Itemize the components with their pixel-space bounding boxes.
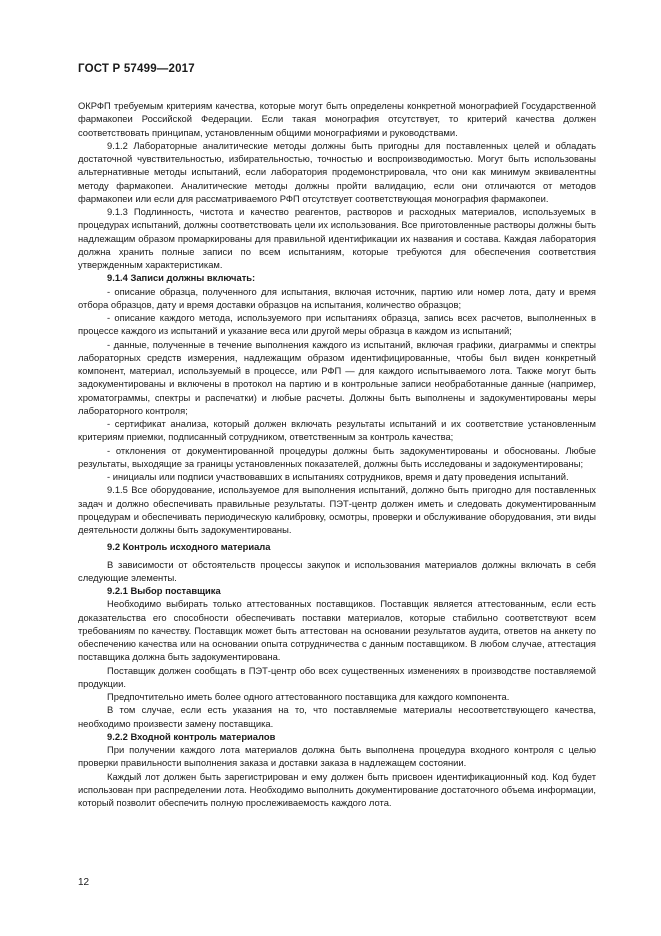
list-item: - описание каждого метода, используемого при испытаниях образца, запись всех расчетов, выполненных в процессе каждого из испытаний и указание веса или другой меры образца в каждом из испытаний; (78, 312, 596, 337)
paragraph: В том случае, если есть указания на то, что поставляемые материалы несоответствующего качества, необходимо произвести замену поставщика. (78, 704, 596, 729)
subsection-heading: 9.2.2 Входной контроль материалов (107, 730, 276, 742)
paragraph: Каждый лот должен быть зарегистрирован и ему должен быть присвоен идентификационный код. Код будет использован при распределении лота. Необходимо выполнить документирование достаточного объема информации, который позволит обеспечить полную прослеживаемость каждого лота. (78, 770, 596, 808)
paragraph: ОКРФП требуемым критериям качества, которые могут быть определены конкретной монографией Государственной фармакопеи Российской Федерации. Если такая монография отсутствует, то критерий качества должен соответствовать принципам, установленным общими монографиями и руководствами. (78, 100, 596, 138)
document-body (78, 99, 596, 809)
paragraph: Предпочтительно иметь более одного аттестованного поставщика для каждого компонента. (107, 691, 510, 702)
section-heading: 9.2 Контроль исходного материала (107, 541, 271, 553)
list-item: - отклонения от документированной процедуры должны быть задокументированы и обоснованы. Любые результаты, выходящие за границы установленных показателей, должны быть исследованы и задокументированы; (78, 444, 596, 469)
paragraph: При получении каждого лота материалов должна быть выполнена процедура входного контроля с целью проверки правильности выполнения заказа и доставки заказа в надлежащем состоянии. (78, 744, 596, 769)
list-item: - сертификат анализа, который должен включать результаты испытаний и их соответствие установленным критериям приемки, подписанный сотрудником, ответственным за контроль качества; (78, 418, 596, 443)
paragraph: 9.1.2 Лабораторные аналитические методы должны быть пригодны для поставленных целей и обладать достаточной чувствительностью, избирательностью, точностью и воспроизводимостью. Могут быть использованы альтернативные методы испытаний, если лаборатория продемонстрировала, что они как минимум эквивалентны методу фармакопеи. Аналитические методы должны пройти валидацию, если они отличаются от методов фармакопеи или если для рассматриваемого РФП отсутствует соответствующая монография фармакопеи. (78, 139, 596, 204)
paragraph: Поставщик должен сообщать в ПЭТ-центр обо всех существенных изменениях в производстве поставляемой продукции. (78, 664, 596, 689)
page-number: 12 (78, 877, 90, 888)
subsection-heading: 9.2.1 Выбор поставщика (107, 585, 221, 596)
document-header: ГОСТ Р 57499—2017 (78, 63, 195, 75)
list-item: - описание образца, полученного для испытания, включая источник, партию или номер лота, дату и время отбора образцов, дату и время доставки образцов на испытания, количество образцов; (78, 285, 596, 310)
paragraph: 9.1.5 Все оборудование, используемое для выполнения испытаний, должно быть пригодно для поставленных задач и должно обеспечивать правильные результаты. ПЭТ-центр должен иметь и следовать документированным процедурам и обеспечивать периодическую калибровку, осмотры, проверки и обслуживание оборудования, эти виды деятельности должны быть задокументированы. (78, 484, 596, 535)
list-item: - инициалы или подписи участвовавших в испытаниях сотрудников, время и дату проведения испытаний. (107, 471, 569, 482)
subsection-heading: 9.1.4 Записи должны включать: (107, 272, 256, 284)
paragraph: В зависимости от обстоятельств процессы закупок и использования материалов должны включать в себя следующие элементы. (78, 558, 596, 583)
list-item: - данные, полученные в течение выполнения каждого из испытаний, включая графики, диаграммы и спектры лабораторных средств измерения, надлежащим образом идентифицированные, чтобы был виден конкретный компонент, материал, используемый в процессе, или РФП — для каждого испытываемого лота. Также могут быть задокументированы и включены в протокол на партию и в контрольные записи необработанные данные (например, хроматограммы, спектры и распечатки) и любые расчеты. Должны быть выполнены и задокументированы меры лабораторного контроля; (78, 338, 596, 416)
paragraph: 9.1.3 Подлинность, чистота и качество реагентов, растворов и расходных материалов, используемых в процедурах испытаний, должны соответствовать цели их использования. Все приготовленные растворы должны быть надлежащим образом промаркированы для правильной идентификации их названия и состава. Каждая лаборатория должна хранить полные записи по всем испытаниям, которые требуются для обеспечения соответствия утвержденным характеристикам. (78, 206, 596, 270)
paragraph: Необходимо выбирать только аттестованных поставщиков. Поставщик является аттестованным, если есть доказательства его способности обеспечивать поставки материалов, которые стабильно соответствуют всем требованиям по качеству. Поставщик может быть аттестован на основании результатов аудита, ответов на анкету по обеспечению качества или на основании опыта сотрудничества с данным поставщиком. В любом случае, аттестация поставщика должна быть задокументирована. (78, 598, 596, 663)
